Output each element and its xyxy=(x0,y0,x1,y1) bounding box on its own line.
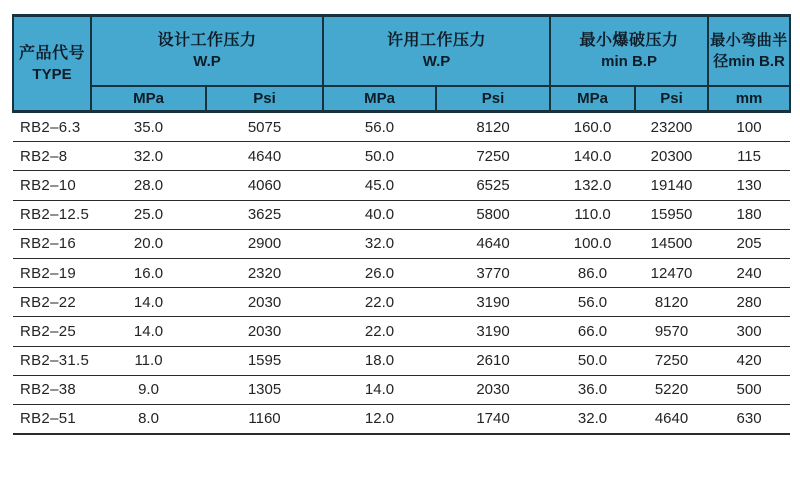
value-cell: 25.0 xyxy=(91,200,206,229)
value-cell: 12.0 xyxy=(323,404,436,434)
value-cell: 1305 xyxy=(206,375,323,404)
value-cell: 12470 xyxy=(635,258,708,287)
value-cell: 36.0 xyxy=(550,375,635,404)
header-group-design-wp xyxy=(91,16,323,87)
value-cell: 4640 xyxy=(436,229,550,258)
unit-mm-bend: mm xyxy=(708,86,790,112)
unit-psi-allowable: Psi xyxy=(436,86,550,112)
value-cell: 2030 xyxy=(206,288,323,317)
value-cell: 132.0 xyxy=(550,171,635,200)
type-cell: RB2–51 xyxy=(13,404,91,434)
value-cell: 1160 xyxy=(206,404,323,434)
value-cell: 11.0 xyxy=(91,346,206,375)
table-row xyxy=(13,375,790,404)
value-cell: 14.0 xyxy=(91,288,206,317)
value-cell: 14.0 xyxy=(323,375,436,404)
value-cell: 100 xyxy=(708,112,790,142)
table-header xyxy=(13,16,790,112)
value-cell: 26.0 xyxy=(323,258,436,287)
value-cell: 15950 xyxy=(635,200,708,229)
header-group-min-burst-en: min B.P xyxy=(601,53,657,70)
table-row xyxy=(13,112,790,142)
value-cell: 110.0 xyxy=(550,200,635,229)
value-cell: 3190 xyxy=(436,288,550,317)
value-cell: 9570 xyxy=(635,317,708,346)
header-group-allowable-wp-zh: 许用工作压力 xyxy=(387,32,487,49)
header-group-min-burst xyxy=(550,16,708,87)
value-cell: 19140 xyxy=(635,171,708,200)
value-cell: 8120 xyxy=(635,288,708,317)
header-product-type xyxy=(13,16,91,112)
value-cell: 35.0 xyxy=(91,112,206,142)
table-row xyxy=(13,317,790,346)
header-group-min-bend-line1: 最小弯曲半 xyxy=(710,32,788,49)
type-cell: RB2–22 xyxy=(13,288,91,317)
table-row xyxy=(13,171,790,200)
unit-mpa-allowable: MPa xyxy=(323,86,436,112)
type-cell: RB2–25 xyxy=(13,317,91,346)
value-cell: 100.0 xyxy=(550,229,635,258)
table-row xyxy=(13,404,790,434)
value-cell: 2030 xyxy=(436,375,550,404)
value-cell: 300 xyxy=(708,317,790,346)
table-body xyxy=(13,112,790,435)
value-cell: 16.0 xyxy=(91,258,206,287)
value-cell: 28.0 xyxy=(91,171,206,200)
value-cell: 32.0 xyxy=(91,142,206,171)
value-cell: 20300 xyxy=(635,142,708,171)
value-cell: 630 xyxy=(708,404,790,434)
value-cell: 2030 xyxy=(206,317,323,346)
value-cell: 5220 xyxy=(635,375,708,404)
table-row xyxy=(13,200,790,229)
value-cell: 32.0 xyxy=(550,404,635,434)
header-group-min-burst-zh: 最小爆破压力 xyxy=(579,32,679,49)
value-cell: 3190 xyxy=(436,317,550,346)
value-cell: 1740 xyxy=(436,404,550,434)
value-cell: 6525 xyxy=(436,171,550,200)
type-cell: RB2–31.5 xyxy=(13,346,91,375)
value-cell: 500 xyxy=(708,375,790,404)
value-cell: 4640 xyxy=(206,142,323,171)
value-cell: 3625 xyxy=(206,200,323,229)
spec-table xyxy=(12,14,791,435)
value-cell: 3770 xyxy=(436,258,550,287)
value-cell: 8.0 xyxy=(91,404,206,434)
value-cell: 1595 xyxy=(206,346,323,375)
type-cell: RB2–6.3 xyxy=(13,112,91,142)
value-cell: 420 xyxy=(708,346,790,375)
type-cell: RB2–10 xyxy=(13,171,91,200)
value-cell: 9.0 xyxy=(91,375,206,404)
value-cell: 22.0 xyxy=(323,288,436,317)
value-cell: 56.0 xyxy=(550,288,635,317)
header-group-min-bend xyxy=(708,16,790,87)
table-row xyxy=(13,288,790,317)
value-cell: 32.0 xyxy=(323,229,436,258)
value-cell: 2610 xyxy=(436,346,550,375)
header-group-row xyxy=(13,16,790,87)
value-cell: 4060 xyxy=(206,171,323,200)
value-cell: 50.0 xyxy=(550,346,635,375)
header-group-allowable-wp-en: W.P xyxy=(422,53,451,70)
table-row xyxy=(13,142,790,171)
value-cell: 115 xyxy=(708,142,790,171)
type-cell: RB2–38 xyxy=(13,375,91,404)
value-cell: 130 xyxy=(708,171,790,200)
value-cell: 20.0 xyxy=(91,229,206,258)
header-group-min-bend-line2: 径min B.R xyxy=(713,53,785,70)
value-cell: 45.0 xyxy=(323,171,436,200)
table-row xyxy=(13,346,790,375)
value-cell: 5075 xyxy=(206,112,323,142)
value-cell: 14500 xyxy=(635,229,708,258)
header-group-design-wp-zh: 设计工作压力 xyxy=(157,32,257,49)
value-cell: 7250 xyxy=(635,346,708,375)
value-cell: 4640 xyxy=(635,404,708,434)
value-cell: 66.0 xyxy=(550,317,635,346)
value-cell: 240 xyxy=(708,258,790,287)
type-cell: RB2–16 xyxy=(13,229,91,258)
header-unit-row xyxy=(13,86,790,112)
value-cell: 23200 xyxy=(635,112,708,142)
value-cell: 205 xyxy=(708,229,790,258)
value-cell: 140.0 xyxy=(550,142,635,171)
value-cell: 22.0 xyxy=(323,317,436,346)
header-group-design-wp-en: W.P xyxy=(193,53,221,70)
unit-mpa-burst: MPa xyxy=(550,86,635,112)
table-row xyxy=(13,258,790,287)
value-cell: 18.0 xyxy=(323,346,436,375)
value-cell: 280 xyxy=(708,288,790,317)
value-cell: 86.0 xyxy=(550,258,635,287)
table-row xyxy=(13,229,790,258)
value-cell: 40.0 xyxy=(323,200,436,229)
value-cell: 50.0 xyxy=(323,142,436,171)
type-cell: RB2–8 xyxy=(13,142,91,171)
value-cell: 180 xyxy=(708,200,790,229)
value-cell: 5800 xyxy=(436,200,550,229)
value-cell: 8120 xyxy=(436,112,550,142)
value-cell: 160.0 xyxy=(550,112,635,142)
unit-mpa-design: MPa xyxy=(91,86,206,112)
value-cell: 2320 xyxy=(206,258,323,287)
unit-psi-design: Psi xyxy=(206,86,323,112)
header-product-type-zh: 产品代号 xyxy=(18,44,85,62)
value-cell: 7250 xyxy=(436,142,550,171)
type-cell: RB2–12.5 xyxy=(13,200,91,229)
type-cell: RB2–19 xyxy=(13,258,91,287)
header-product-type-en: TYPE xyxy=(32,65,72,83)
header-group-allowable-wp xyxy=(323,16,550,87)
value-cell: 56.0 xyxy=(323,112,436,142)
unit-psi-burst: Psi xyxy=(635,86,708,112)
value-cell: 2900 xyxy=(206,229,323,258)
value-cell: 14.0 xyxy=(91,317,206,346)
